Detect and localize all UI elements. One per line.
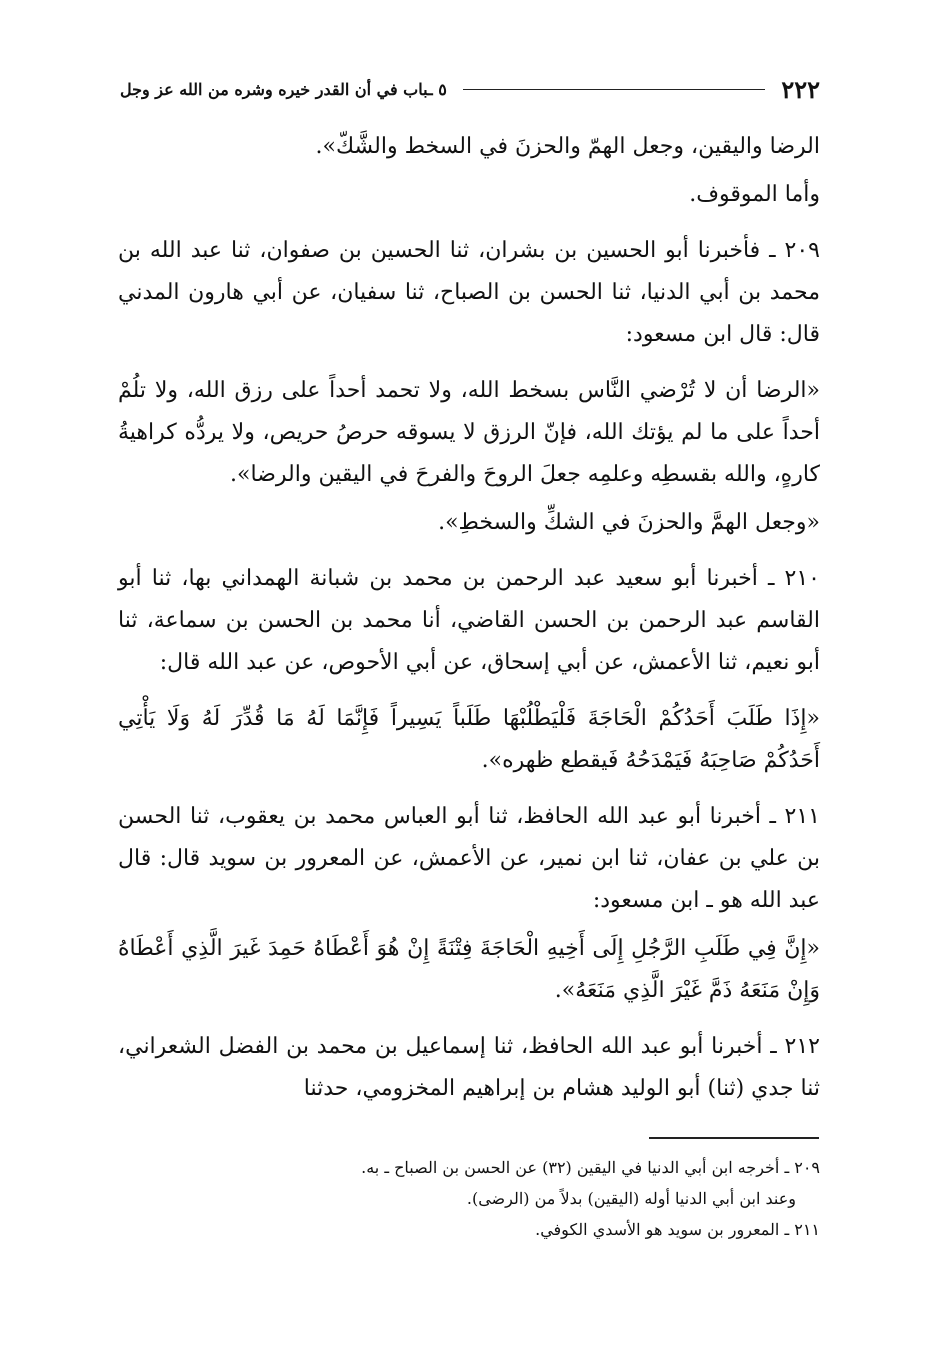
narration-211-isnad: ٢١١ ـ أخبرنا أبو عبد الله الحافظ، ثنا أبو العباس محمد بن يعقوب، ثنا الحسن بن علي بن عفان، ثنا ابن نمير، عن الأعمش، عن المعرور بن سويد قال: قال عبد الله هو ـ ابن مسعود:	[118, 804, 820, 913]
narration-209-text: «الرضا أن لا تُرْضي النَّاس بسخط الله، ولا تحمد أحداً على رزق الله، ولا تلُمْ أحداً على ما لم يؤتك الله، فإنّ الرزق لا يسوقه حرصُ حريص، ولا يردُّه كراهيةُ كارهٍ، والله بقسطِه وعلمِه جعلَ الروحَ والفرحَ في اليقين والرضا».	[118, 378, 820, 487]
page-number: ٢٢٢	[781, 74, 820, 104]
narration-209-isnad: ٢٠٩ ـ فأخبرنا أبو الحسين بن بشران، ثنا الحسين بن صفوان، ثنا عبد الله بن محمد بن أبي الدنيا، ثنا الحسن بن الصباح، ثنا سفيان، عن أبي هارون المدني قال: قال ابن مسعود:	[118, 238, 820, 347]
header-rule	[463, 89, 766, 90]
narration-209-variant: «وجعل الهمَّ والحزنَ في الشكِّ والسخطِ».	[438, 510, 820, 535]
chapter-title: ٥ ـباب في أن القدر خيره وشره من الله عز وجل	[120, 79, 447, 99]
paragraph-continuation: الرضا واليقين، وجعل الهمّ والحزنَ في السخط والشَّكّ».	[315, 134, 820, 159]
footnote-209: ٢٠٩ ـ أخرجه ابن أبي الدنيا في اليقين (٣٢) عن الحسن بن الصباح ـ به.	[361, 1158, 820, 1177]
footnotes	[150, 1152, 820, 1245]
narration-211-text: «إِنَّ فِي طَلَبِ الرَّجُلِ إِلَى أَخِيهِ الْحَاجَةَ فِتْنَةً إِنْ هُوَ أَعْطَاهُ حَمِدَ غَيرَ الَّذِي أَعْطَاهُ وَإِنْ مَنَعَهُ ذَمَّ غَيْرَ الَّذِي مَنَعَهُ».	[118, 936, 820, 1003]
main-text	[118, 126, 820, 1110]
paragraph-mawquf: وأما الموقوف.	[689, 182, 820, 207]
footnote-211: ٢١١ ـ المعرور بن سويد هو الأسدي الكوفي.	[535, 1220, 820, 1239]
footnote-209-note: وعند ابن أبي الدنيا أوله (اليقين) بدلاً من (الرضى).	[466, 1189, 796, 1208]
footnote-separator	[649, 1137, 819, 1139]
narration-212-isnad: ٢١٢ ـ أخبرنا أبو عبد الله الحافظ، ثنا إسماعيل بن محمد بن الفضل الشعراني، ثنا جدي (ثنا) أبو الوليد هشام بن إبراهيم المخزومي، حدثنا	[118, 1034, 820, 1101]
narration-210-text: «إِذَا طَلَبَ أَحَدُكُمْ الْحَاجَةَ فَلْيَطْلُبْهَا طَلَباً يَسِيراً فَإِنَّمَا لَهُ مَا قُدِّرَ لَهُ وَلَا يَأْتِي أَحَدُكُمْ صَاحِبَهُ فَيَمْدَحُهُ فَيقطع ظهره».	[118, 706, 820, 773]
running-header	[120, 72, 820, 106]
narration-210-isnad: ٢١٠ ـ أخبرنا أبو سعيد عبد الرحمن بن محمد بن شبانة الهمداني بها، ثنا أبو القاسم عبد الرحمن بن الحسن القاضي، أنا محمد بن الحسن بن سماعة، ثنا أبو نعيم، ثنا الأعمش، عن أبي إسحاق، عن أبي الأحوص، عن عبد الله قال:	[118, 566, 820, 675]
